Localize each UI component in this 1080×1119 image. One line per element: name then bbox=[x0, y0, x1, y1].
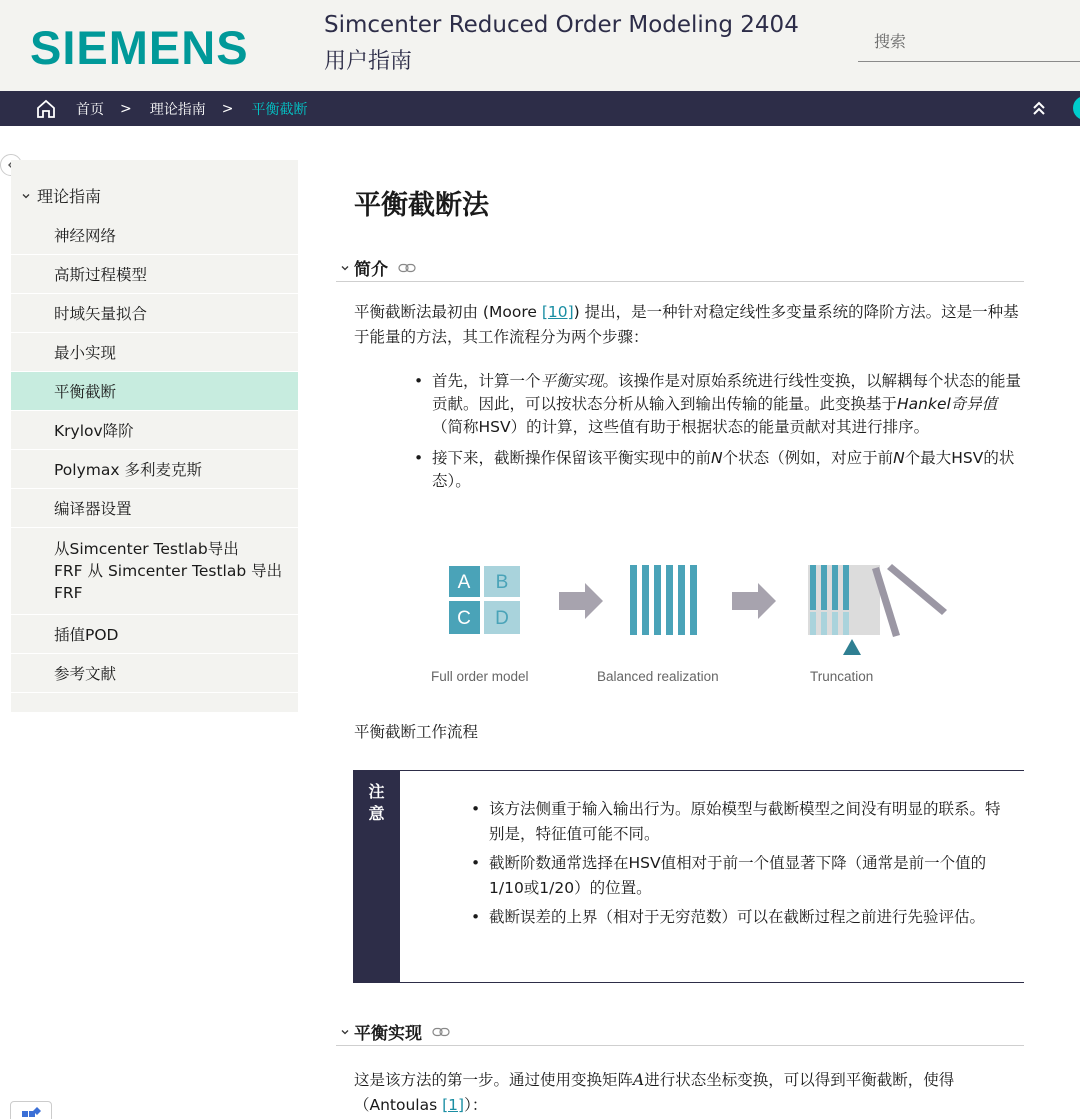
emphasis: 平衡实现 bbox=[540, 372, 603, 390]
caption-truncation: Truncation bbox=[810, 669, 874, 684]
sidebar-item-line: 从Simcenter Testlab导出 bbox=[54, 540, 239, 558]
text: 进行状态坐标变换，可以得到平衡截断，使得（Antoulas bbox=[354, 1071, 955, 1114]
section-title: 平衡实现 bbox=[354, 1024, 422, 1044]
sidebar-item-neural-network[interactable]: 神经网络 bbox=[11, 216, 298, 255]
sidebar-item-polymax[interactable]: Polymax 多利麦克斯 bbox=[11, 450, 298, 489]
breadcrumb-current: 平衡截断 bbox=[251, 101, 308, 118]
chevron-down-icon bbox=[336, 263, 354, 273]
sidebar-item-line: FRF 从 Simcenter Testlab 导出 bbox=[54, 562, 283, 580]
text: 这是该方法的第一步。通过使用变换矩阵 bbox=[354, 1071, 634, 1089]
product-title: Simcenter Reduced Order Modeling 2404 bbox=[324, 12, 799, 38]
reference-link[interactable]: [10] bbox=[541, 303, 574, 321]
sidebar-item-references[interactable]: 参考文献 bbox=[11, 654, 298, 693]
emphasis: N bbox=[711, 449, 723, 467]
chevron-down-icon bbox=[336, 1027, 354, 1037]
sidebar-root-label: 理论指南 bbox=[37, 187, 102, 206]
list-item bbox=[414, 370, 1026, 439]
breadcrumb-theory-guide[interactable]: 理论指南 bbox=[149, 101, 206, 118]
text: 平衡截断法最初由 (Moore bbox=[354, 303, 542, 321]
sidebar-item-line: FRF bbox=[54, 584, 83, 602]
breadcrumb bbox=[0, 91, 1080, 126]
page-header bbox=[0, 0, 1080, 91]
breadcrumb-home[interactable]: 首页 bbox=[76, 101, 104, 118]
widget-icon[interactable] bbox=[10, 1101, 52, 1119]
section2-paragraph bbox=[354, 1068, 1024, 1118]
collapse-up-icon[interactable] bbox=[1028, 96, 1050, 120]
section-title: 简介 bbox=[354, 260, 388, 280]
sidebar-item-vector-fitting[interactable]: 时域矢量拟合 bbox=[11, 294, 298, 333]
chevron-down-icon bbox=[21, 191, 31, 201]
siemens-logo[interactable]: SIEMENS bbox=[30, 21, 249, 74]
text: ）： bbox=[464, 1096, 488, 1114]
note-box bbox=[353, 770, 1024, 983]
text: 接下来，截断操作保留该平衡实现中的前 bbox=[432, 449, 712, 467]
sidebar-item-gaussian-process[interactable]: 高斯过程模型 bbox=[11, 255, 298, 294]
home-icon[interactable] bbox=[34, 97, 58, 121]
text: 。该操作是对原始系统进行线性变换，以解耦每个状态的能量贡献。因此，可以按状态分析从输入到输出传输的能量。此变换基于 bbox=[432, 372, 1022, 413]
sidebar-item-krylov[interactable]: Krylov降阶 bbox=[11, 411, 298, 450]
sidebar-list bbox=[11, 216, 298, 693]
product-subtitle: 用户指南 bbox=[324, 49, 413, 74]
note-label-text: 注意 bbox=[368, 782, 385, 823]
text: 首先，计算一个 bbox=[432, 372, 541, 390]
link-icon[interactable] bbox=[398, 263, 416, 273]
workflow-steps-list bbox=[414, 370, 1026, 501]
list-item bbox=[414, 447, 1026, 493]
caption-full-order-model: Full order model bbox=[431, 669, 529, 684]
text: 个状态（例如，对应于前 bbox=[722, 449, 894, 467]
sidebar-item-balanced-truncation[interactable]: 平衡截断 bbox=[11, 372, 298, 411]
caption-balanced-realization: Balanced realization bbox=[597, 669, 719, 684]
search-input[interactable] bbox=[858, 22, 1080, 62]
sidebar-item-testlab-export[interactable] bbox=[11, 528, 298, 615]
sidebar-item-compiler-settings[interactable]: 编译器设置 bbox=[11, 489, 298, 528]
figure-caption: 平衡截断工作流程 bbox=[354, 723, 479, 741]
math-variable: A bbox=[633, 1071, 645, 1089]
block-b: B bbox=[495, 572, 509, 593]
text: （简称HSV）的计算，这些值有助于根据状态的能量贡献对其进行排序。 bbox=[432, 418, 930, 436]
block-c: C bbox=[457, 608, 471, 629]
sidebar-nav bbox=[11, 160, 298, 712]
text: ) 提出，是一种针对稳定线性多变量系统的降阶方法。这是一种基于能量的方法，其工作流程分为两个步骤： bbox=[354, 303, 1019, 346]
block-d: D bbox=[495, 608, 509, 629]
note-label bbox=[353, 771, 400, 982]
note-item: • 截断误差的上界（相对于无穷范数）可以在截断过程之前进行先验评估。 bbox=[471, 905, 1011, 930]
emphasis: N bbox=[893, 449, 905, 467]
page-title: 平衡截断法 bbox=[354, 190, 489, 221]
user-avatar[interactable] bbox=[1073, 96, 1080, 120]
intro-paragraph bbox=[354, 300, 1024, 350]
sidebar-root-item[interactable] bbox=[21, 184, 101, 207]
breadcrumb-separator: > bbox=[120, 100, 132, 117]
note-list bbox=[471, 797, 1011, 934]
sidebar-item-interpolation-pod[interactable]: 插值POD bbox=[11, 615, 298, 654]
sidebar-item-minimal-realization[interactable]: 最小实现 bbox=[11, 333, 298, 372]
workflow-diagram bbox=[420, 555, 960, 695]
block-a: A bbox=[457, 572, 471, 593]
section-intro-heading[interactable] bbox=[336, 254, 1024, 282]
note-item: • 该方法侧重于输入输出行为。原始模型与截断模型之间没有明显的联系。特别是，特征值可能不同。 bbox=[471, 797, 1011, 847]
emphasis: Hankel奇异值 bbox=[897, 395, 998, 413]
breadcrumb-separator: > bbox=[221, 100, 234, 117]
link-icon[interactable] bbox=[432, 1027, 450, 1037]
note-item: • 截断阶数通常选择在HSV值相对于前一个值显著下降（通常是前一个值的1/10或1/20）的位置。 bbox=[471, 851, 1011, 901]
reference-link[interactable]: [1] bbox=[442, 1096, 465, 1114]
section-balanced-realization-heading[interactable] bbox=[336, 1018, 1024, 1046]
text: 个最大HSV的状态）。 bbox=[432, 449, 1015, 490]
